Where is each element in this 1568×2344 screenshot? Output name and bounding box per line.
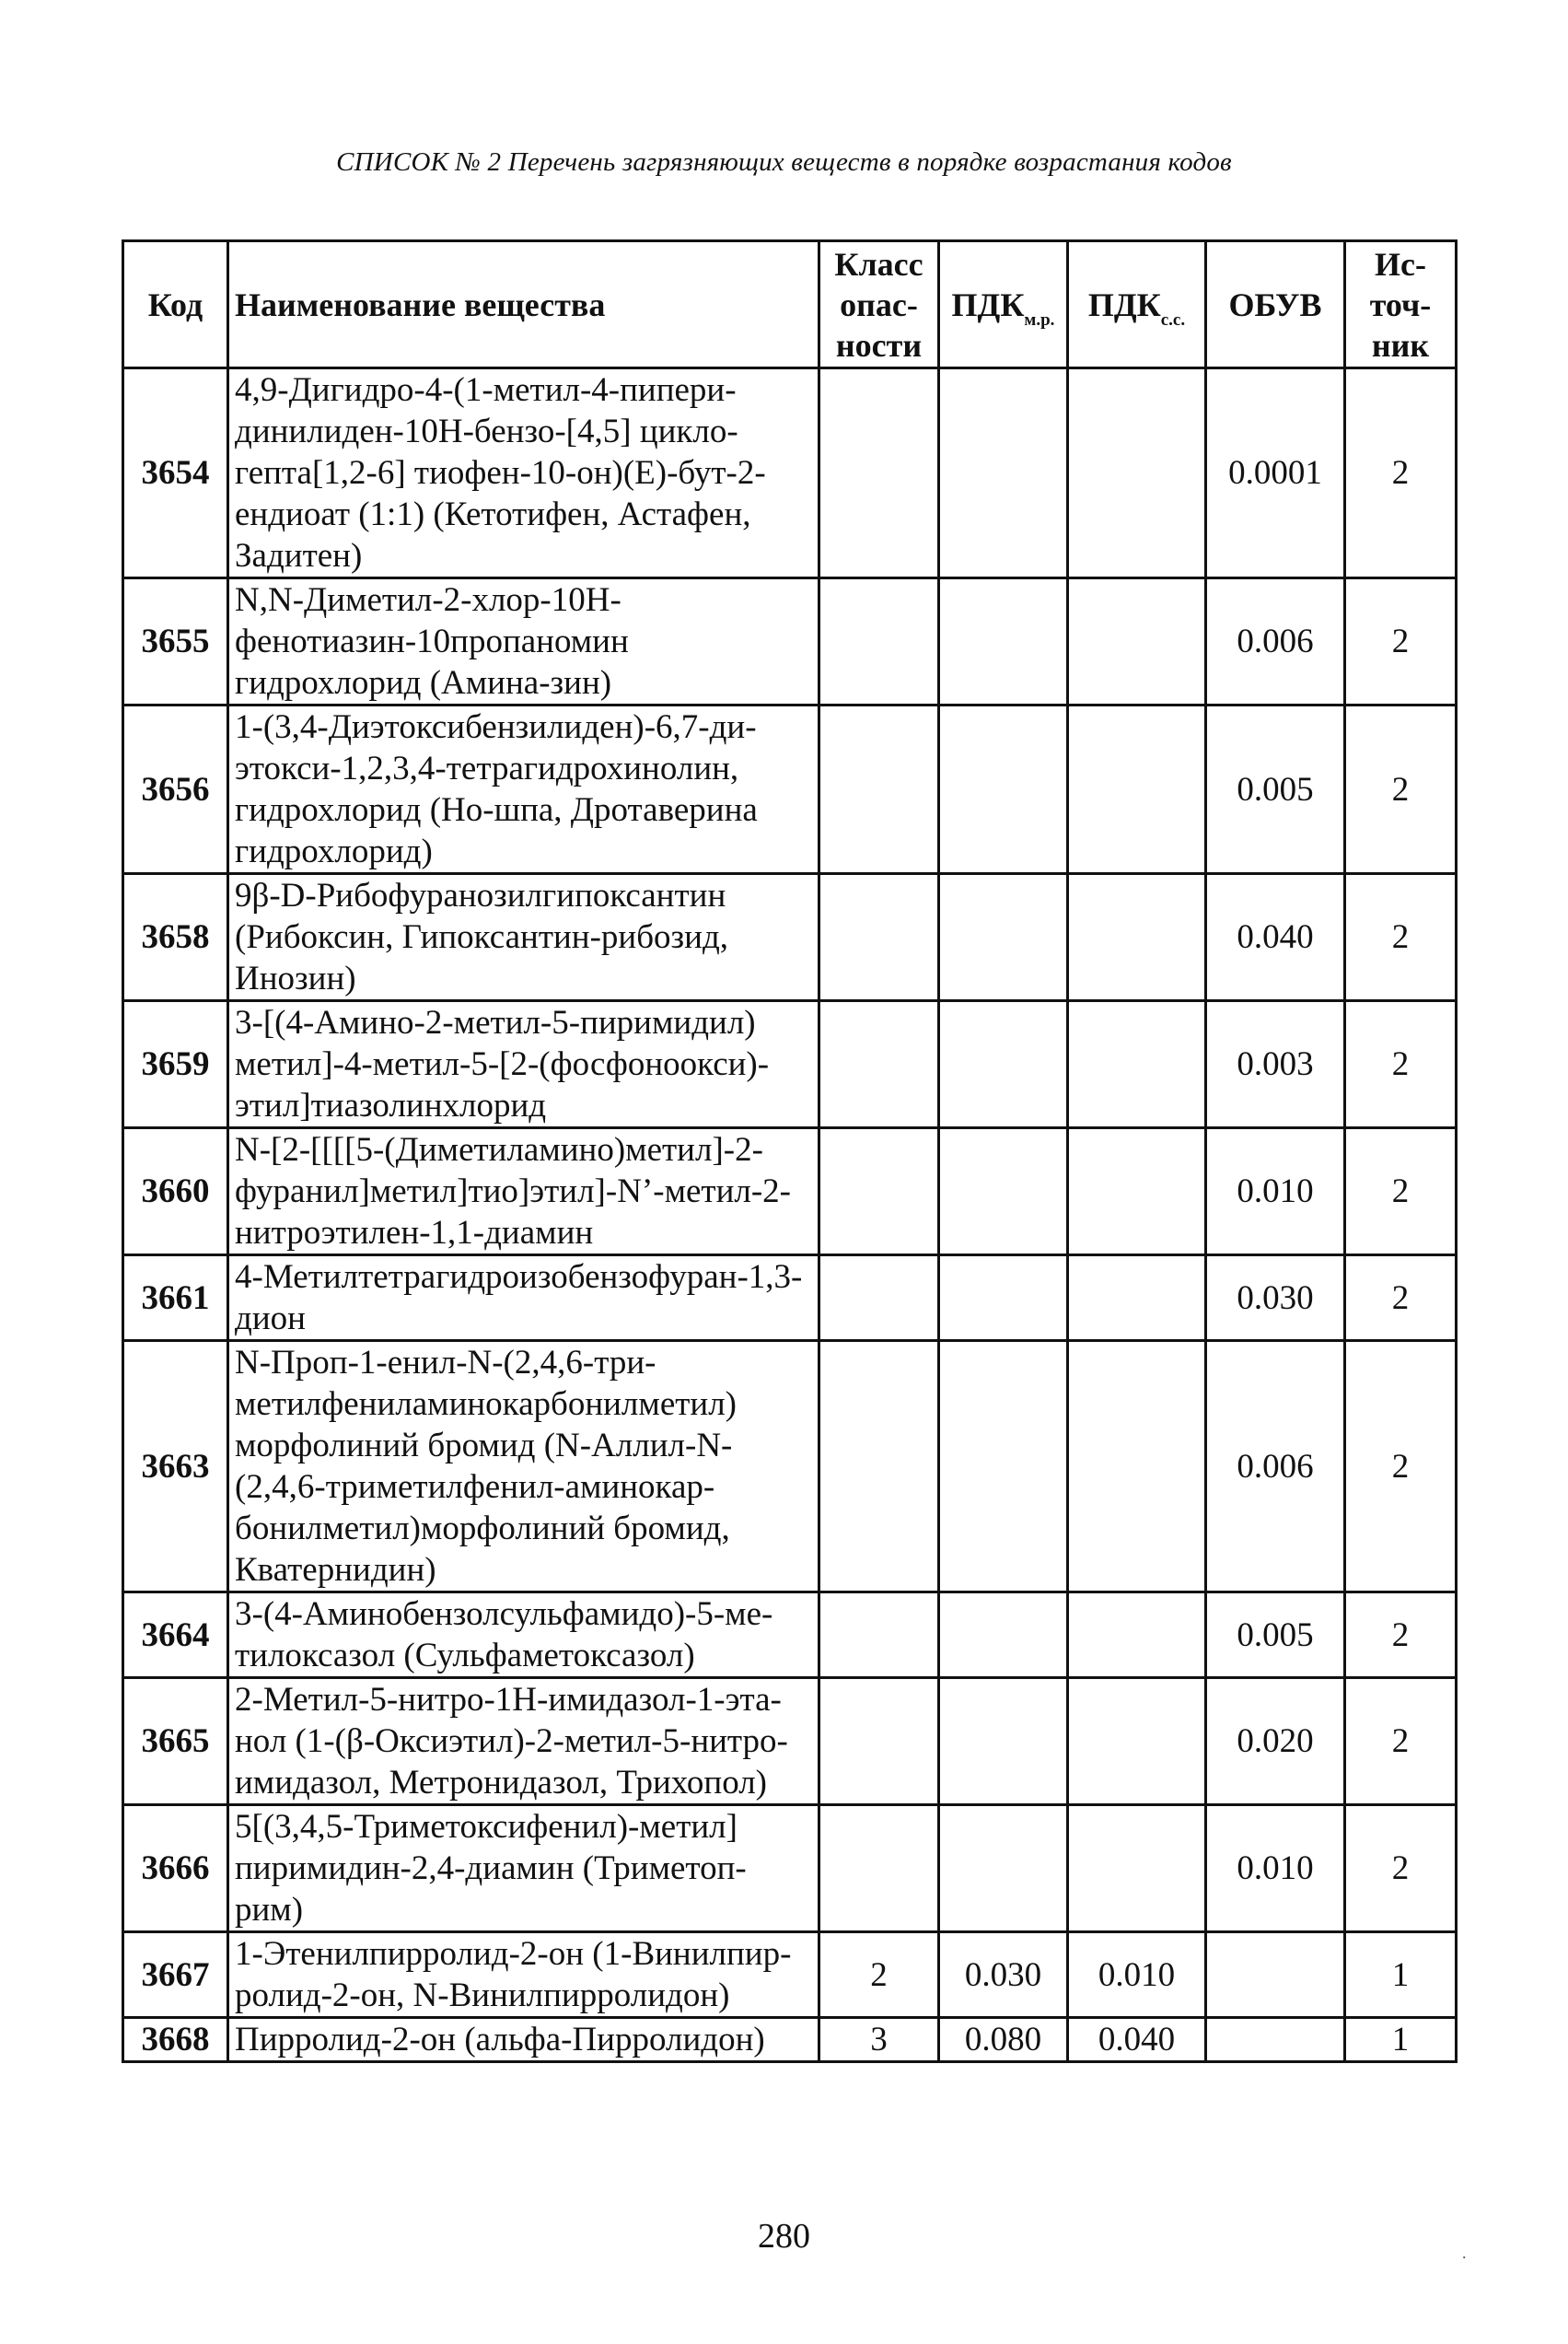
cell-class (819, 368, 939, 578)
cell-code: 3665 (123, 1678, 228, 1805)
cell-pdk-mr (939, 578, 1068, 706)
cell-name: 2-Метил-5-нитро-1Н-имидазол-1-эта-нол (1-(β-Оксиэтил)-2-метил-5-нитро-имидазол, Метронидазол, Трихопол) (228, 1678, 819, 1805)
cell-code: 3654 (123, 368, 228, 578)
cell-code: 3658 (123, 874, 228, 1001)
cell-source: 2 (1345, 1805, 1457, 1932)
cell-pdk-ss (1068, 1341, 1206, 1592)
cell-pdk-mr (939, 1001, 1068, 1128)
cell-code: 3668 (123, 2018, 228, 2062)
cell-code: 3660 (123, 1128, 228, 1255)
page-title: СПИСОК № 2 Перечень загрязняющих веществ в порядке возрастания кодов (336, 147, 1232, 177)
page-number: 280 (758, 2217, 810, 2256)
cell-pdk-mr (939, 874, 1068, 1001)
cell-code: 3666 (123, 1805, 228, 1932)
table-row (123, 1592, 1457, 1678)
table-row (123, 1255, 1457, 1341)
cell-pdk-ss (1068, 1805, 1206, 1932)
column-header-name: Наименование вещества (228, 241, 819, 368)
cell-class (819, 1001, 939, 1128)
table-row (123, 1805, 1457, 1932)
cell-class (819, 874, 939, 1001)
cell-pdk-ss (1068, 1592, 1206, 1678)
pdk-ss-label: ПДК (1087, 286, 1161, 323)
cell-pdk-mr (939, 1592, 1068, 1678)
cell-obuv: 0.003 (1206, 1001, 1345, 1128)
pdk-mr-label: ПДК (951, 286, 1025, 323)
pdk-mr-index: м.р. (1024, 309, 1055, 330)
cell-class (819, 578, 939, 706)
cell-source: 2 (1345, 874, 1457, 1001)
cell-obuv: 0.005 (1206, 706, 1345, 874)
stray-mark: . (1462, 2244, 1467, 2262)
cell-name: N-Проп-1-енил-N-(2,4,6-три-метилфениламинокарбонилметил) морфолиний бромид (N-Аллил-N-(2,4,6-триметилфенил-аминокар-бонилметил)морфолиний бромид, Кватернидин) (228, 1341, 819, 1592)
cell-obuv: 0.006 (1206, 578, 1345, 706)
cell-pdk-mr (939, 1805, 1068, 1932)
pdk-ss-index: с.с. (1160, 309, 1186, 330)
cell-pdk-ss (1068, 368, 1206, 578)
cell-pdk-ss (1068, 874, 1206, 1001)
cell-name: 5[(3,4,5-Триметоксифенил)-метил] пиримидин-2,4-диамин (Триметоп-рим) (228, 1805, 819, 1932)
cell-pdk-ss (1068, 1128, 1206, 1255)
cell-pdk-mr (939, 1128, 1068, 1255)
table-row (123, 368, 1457, 578)
cell-class (819, 706, 939, 874)
cell-pdk-mr: 0.030 (939, 1932, 1068, 2018)
cell-name: 3-(4-Аминобензолсульфамидо)-5-ме-тилоксазол (Сульфаметоксазол) (228, 1592, 819, 1678)
column-header-class: Класс опас- ности (819, 241, 939, 368)
cell-code: 3664 (123, 1592, 228, 1678)
table-row (123, 578, 1457, 706)
cell-name: Пирролид-2-он (альфа-Пирролидон) (228, 2018, 819, 2062)
cell-pdk-mr: 0.080 (939, 2018, 1068, 2062)
column-header-pdk-mr (939, 241, 1068, 368)
cell-name: 9β-D-Рибофуранозилгипоксантин (Рибоксин, Гипоксантин-рибозид, Инозин) (228, 874, 819, 1001)
cell-code: 3659 (123, 1001, 228, 1128)
substances-table (122, 239, 1458, 2063)
table-row (123, 2018, 1457, 2062)
cell-source: 2 (1345, 578, 1457, 706)
cell-source: 2 (1345, 1255, 1457, 1341)
cell-class (819, 1255, 939, 1341)
cell-source: 2 (1345, 1001, 1457, 1128)
cell-pdk-ss (1068, 578, 1206, 706)
cell-code: 3655 (123, 578, 228, 706)
cell-pdk-mr (939, 1341, 1068, 1592)
table-row (123, 1128, 1457, 1255)
cell-pdk-ss: 0.040 (1068, 2018, 1206, 2062)
cell-name: 1-(3,4-Диэтоксибензилиден)-6,7-ди-этокси-1,2,3,4-тетрагидрохинолин, гидрохлорид (Но-шпа, Дротаверина гидрохлорид) (228, 706, 819, 874)
cell-obuv (1206, 2018, 1345, 2062)
cell-obuv: 0.010 (1206, 1128, 1345, 1255)
cell-pdk-ss (1068, 1255, 1206, 1341)
cell-code: 3663 (123, 1341, 228, 1592)
cell-source: 2 (1345, 1128, 1457, 1255)
table-body (123, 368, 1457, 2062)
table-row (123, 1001, 1457, 1128)
table-row (123, 1678, 1457, 1805)
cell-class (819, 1592, 939, 1678)
cell-obuv: 0.005 (1206, 1592, 1345, 1678)
cell-class (819, 1678, 939, 1805)
cell-name: 3-[(4-Амино-2-метил-5-пиримидил) метил]-4-метил-5-[2-(фосфоноокси)-этил]тиазолинхлорид (228, 1001, 819, 1128)
cell-pdk-ss: 0.010 (1068, 1932, 1206, 2018)
cell-pdk-ss (1068, 706, 1206, 874)
cell-pdk-mr (939, 1255, 1068, 1341)
cell-code: 3661 (123, 1255, 228, 1341)
cell-class (819, 1341, 939, 1592)
table-row (123, 1341, 1457, 1592)
cell-pdk-mr (939, 1678, 1068, 1805)
cell-obuv: 0.030 (1206, 1255, 1345, 1341)
table-row (123, 706, 1457, 874)
cell-class: 3 (819, 2018, 939, 2062)
column-header-code: Код (123, 241, 228, 368)
column-header-pdk-ss (1068, 241, 1206, 368)
cell-code: 3656 (123, 706, 228, 874)
cell-source: 2 (1345, 1592, 1457, 1678)
column-header-obuv: ОБУВ (1206, 241, 1345, 368)
cell-name: N,N-Диметил-2-хлор-10Н-фенотиазин-10пропаномин гидрохлорид (Амина-зин) (228, 578, 819, 706)
cell-name: N-[2-[[[[5-(Диметиламино)метил]-2-фуранил]метил]тио]этил]-N’-метил-2-нитроэтилен-1,1-диамин (228, 1128, 819, 1255)
column-header-source: Ис- точ- ник (1345, 241, 1457, 368)
cell-class (819, 1805, 939, 1932)
cell-name: 1-Этенилпирролид-2-он (1-Винилпир-ролид-2-он, N-Винилпирролидон) (228, 1932, 819, 2018)
cell-class: 2 (819, 1932, 939, 2018)
cell-source: 2 (1345, 706, 1457, 874)
cell-pdk-ss (1068, 1001, 1206, 1128)
cell-source: 2 (1345, 1341, 1457, 1592)
cell-obuv (1206, 1932, 1345, 2018)
cell-obuv: 0.010 (1206, 1805, 1345, 1932)
cell-obuv: 0.006 (1206, 1341, 1345, 1592)
cell-obuv: 0.040 (1206, 874, 1345, 1001)
cell-pdk-mr (939, 368, 1068, 578)
table-row (123, 1932, 1457, 2018)
cell-source: 2 (1345, 368, 1457, 578)
cell-class (819, 1128, 939, 1255)
cell-name: 4-Метилтетрагидроизобензофуран-1,3-дион (228, 1255, 819, 1341)
cell-source: 1 (1345, 1932, 1457, 2018)
cell-source: 1 (1345, 2018, 1457, 2062)
cell-name: 4,9-Дигидро-4-(1-метил-4-пипери-динилиден-10Н-бензо-[4,5] цикло-гепта[1,2-6] тиофен-10-он)(Е)-бут-2-ендиоат (1:1) (Кетотифен, Астафен, Задитен) (228, 368, 819, 578)
cell-obuv: 0.0001 (1206, 368, 1345, 578)
cell-pdk-ss (1068, 1678, 1206, 1805)
cell-code: 3667 (123, 1932, 228, 2018)
table-header-row (123, 241, 1457, 368)
cell-source: 2 (1345, 1678, 1457, 1805)
cell-obuv: 0.020 (1206, 1678, 1345, 1805)
cell-pdk-mr (939, 706, 1068, 874)
table-row (123, 874, 1457, 1001)
